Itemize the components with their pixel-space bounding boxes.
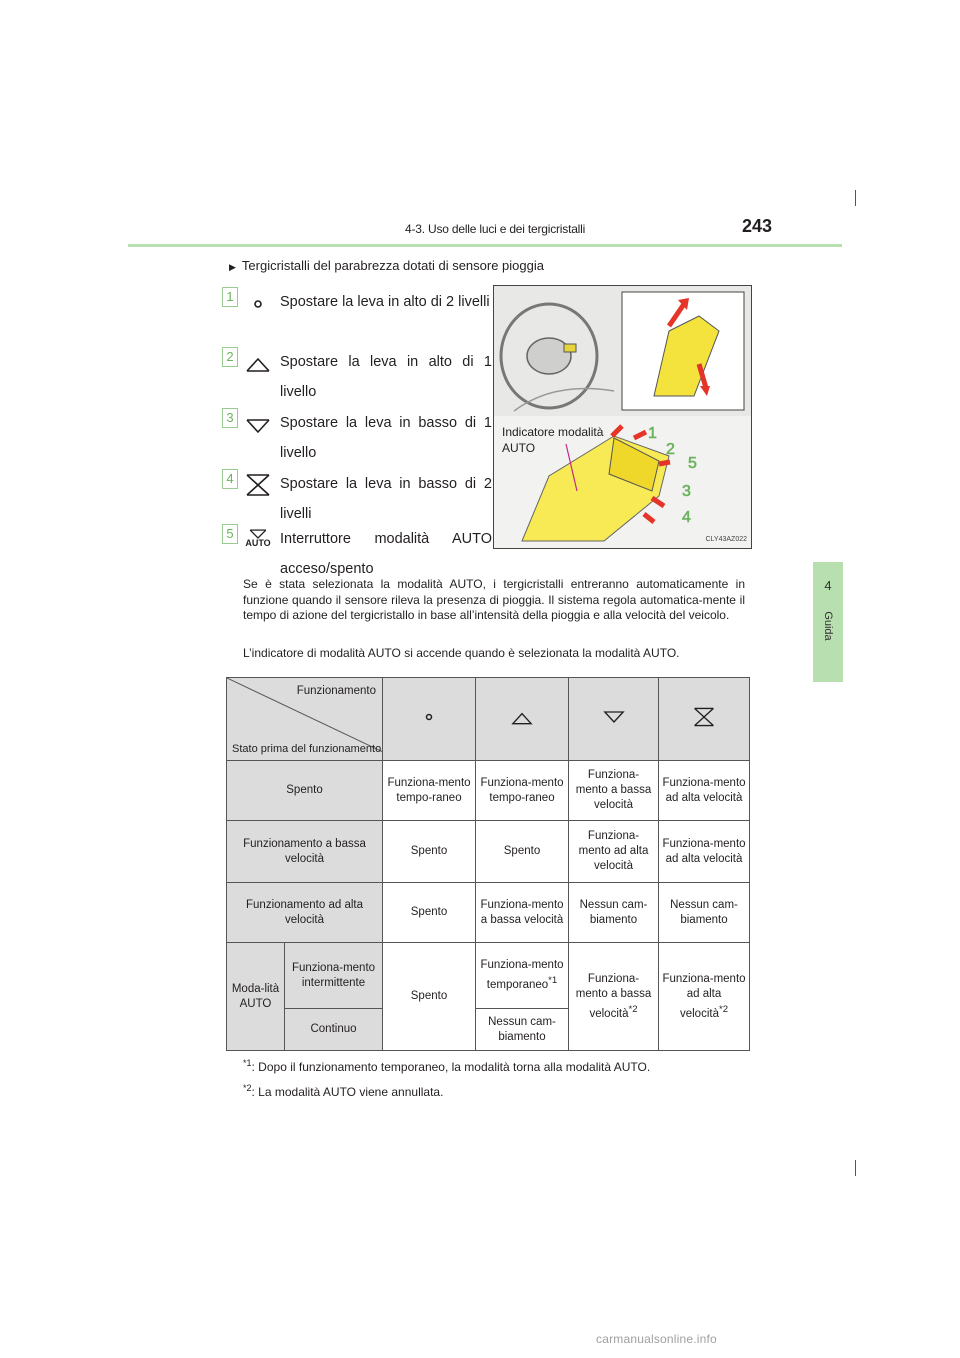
two-level-down-icon [244,473,272,497]
footnote-mark: *2 [628,1003,638,1015]
table-corner-header [227,678,383,761]
table-cell: Funziona-mento ad alta velocità [659,821,750,883]
auto-mode-icon [244,528,272,552]
cell-text: Funziona-mento temporaneo [480,959,564,991]
one-level-up-icon [244,351,272,375]
row-label-auto: Moda-lità AUTO [227,943,285,1051]
table-cell: Spento [383,821,476,883]
figure-code: CLY43AZ022 [705,536,747,543]
table-cell [569,943,659,1051]
table-cell: Spento [383,883,476,943]
chapter-label: Guida [822,611,834,641]
table-row [227,943,750,1009]
table-row [227,883,750,943]
callout-number: 3 [682,483,691,500]
table-cell: Funziona-mento ad alta velocità [569,821,659,883]
row-sublabel: Funziona-mento intermittente [285,943,383,1009]
col-header-two-up [383,678,476,761]
table-cell: Spento [383,943,476,1051]
table-cell: Spento [476,821,569,883]
row-sublabel: Continuo [285,1009,383,1051]
one-level-up-icon [510,707,534,727]
page-number: 243 [742,216,773,236]
footnote [243,1083,443,1099]
cell-text: Funziona-mento ad alta velocità [662,972,746,1020]
item-text: Spostare la leva in alto di 2 livelli [280,294,490,310]
callout-number: 4 [682,509,691,526]
subtitle-text: Tergicristalli del parabrezza dotati di sensore pioggia [241,258,544,273]
table-cell: Funziona-mento tempo-raneo [383,761,476,821]
wiper-lever-illustration [493,285,752,549]
table-cell [476,943,569,1009]
table-cell: Nessun cam-biamento [659,883,750,943]
table-cell: Nessun cam-biamento [476,1009,569,1051]
chapter-number: 4 [824,578,832,593]
table-cell: Funziona-mento a bassa velocità [476,883,569,943]
label-line: AUTO [502,441,536,455]
corner-top-label: Funzionamento [296,685,376,697]
col-header-one-up [476,678,569,761]
illustration-drawing [494,286,751,548]
footnote-mark: *1 [548,975,558,987]
corner-bottom-label: Stato prima del funzionamento [232,743,382,755]
section-header: 4-3. Uso delle luci e dei tergicristalli [405,222,586,236]
table-row [227,761,750,821]
col-header-one-down [569,678,659,761]
item-number: 5 [222,524,238,544]
one-level-down-icon [244,412,272,436]
table-cell: Funziona-mento a bassa velocità [569,761,659,821]
cell-text: Funziona-mento a bassa velocità [575,972,652,1020]
item-number: 4 [222,469,238,489]
callout-number: 1 [648,425,657,442]
item-text: Interruttore modalità AUTO acceso/spento [280,531,492,577]
auto-icon-text: AUTO [245,538,271,548]
footnote-mark: *2 [243,1083,252,1093]
row-label: Funzionamento a bassa velocità [227,821,383,883]
triangle-bullet-icon: ▶ [229,262,236,272]
crop-mark [855,1160,856,1176]
footnote-mark: *1 [243,1058,252,1068]
two-level-up-icon [244,291,272,315]
footnote-text: : La modalità AUTO viene annullata. [251,1085,444,1099]
row-label: Spento [227,761,383,821]
crop-mark [855,190,856,206]
item-text: Spostare la leva in basso di 1 livello [280,415,492,461]
two-level-up-icon [417,707,441,727]
callout-number: 5 [688,455,697,472]
body-paragraph: Se è stata selezionata la modalità AUTO, i tergicristalli entreranno automaticamente in funzione quando il sensore rileva la presenza di pioggia. Il sistema regola automatica-mente il tempo di azione del tergicristallo in base all’intensità della pioggia e alla velocità del veicolo. [243,577,745,622]
footnote [243,1058,650,1074]
table-cell: Nessun cam-biamento [569,883,659,943]
label-line: Indicatore modalità [502,425,604,439]
subtitle [229,258,544,273]
one-level-down-icon [602,707,626,727]
item-number: 2 [222,347,238,367]
item-number: 1 [222,287,238,307]
row-label: Funzionamento ad alta velocità [227,883,383,943]
footnote-text: : Dopo il funzionamento temporaneo, la modalità torna alla modalità AUTO. [251,1060,651,1074]
item-text: Spostare la leva in alto di 1 livello [280,354,492,400]
item-text: Spostare la leva in basso di 2 livelli [280,476,492,522]
table-row [227,821,750,883]
body-paragraph: L’indicatore di modalità AUTO si accende quando è selezionata la modalità AUTO. [243,646,680,660]
watermark: carmanualsonline.info [596,1332,717,1346]
footnote-mark: *2 [718,1003,729,1015]
col-header-two-down [659,678,750,761]
operation-table [226,677,750,1051]
two-level-down-icon [692,705,716,729]
table-cell: Funziona-mento ad alta velocità [659,761,750,821]
auto-indicator-label [502,424,603,456]
callout-number: 2 [666,441,675,458]
header-rule [128,244,842,247]
table-cell [659,943,750,1051]
item-number: 3 [222,408,238,428]
table-cell: Funziona-mento tempo-raneo [476,761,569,821]
